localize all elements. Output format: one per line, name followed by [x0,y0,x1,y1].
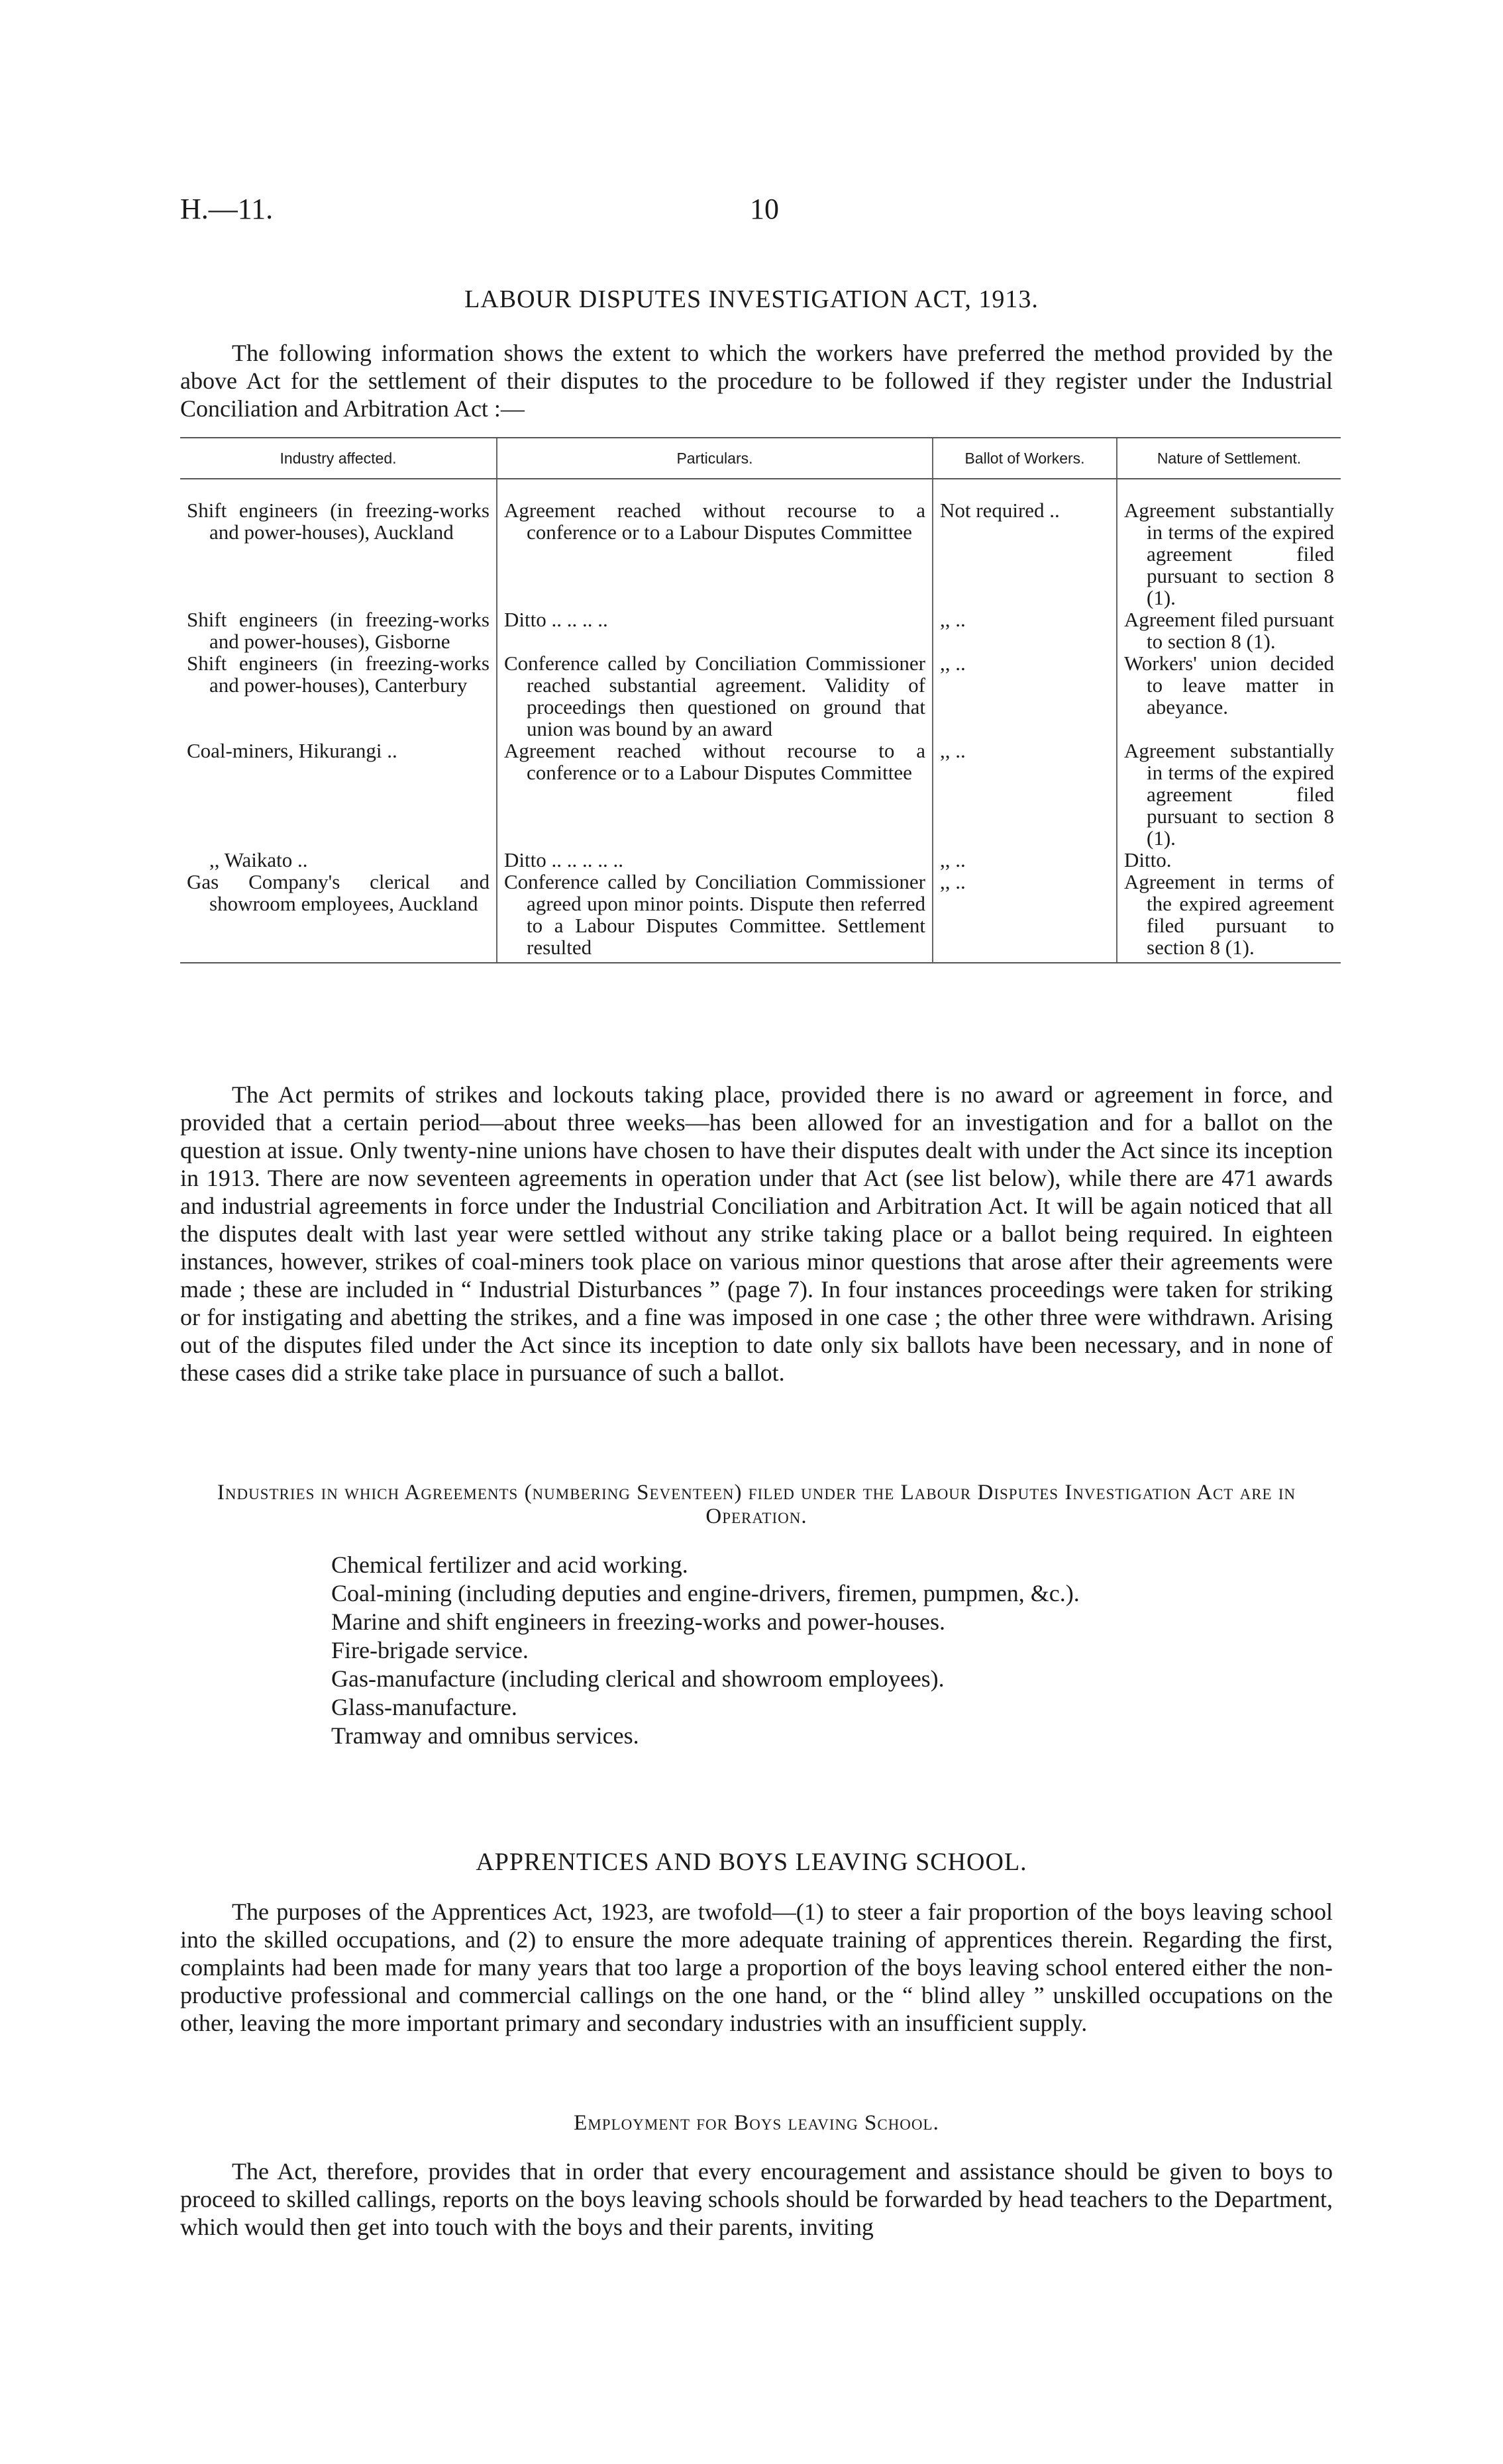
list-item: Tramway and omnibus services. [331,1722,639,1749]
table-row [180,849,1341,871]
table-header-row [180,438,1341,479]
cell-settlement: Ditto. [1124,848,1172,871]
cell-particulars: Agreement reached without recourse to a conference or to a Labour Disputes Committee [504,739,925,784]
cell-industry: Shift engineers (in freezing-works and power-houses), Canterbury [187,652,490,697]
industries-list [331,1551,1080,1750]
header-industry: Industry affected. [180,438,497,479]
employment-paragraph: The Act, therefore, provides that in order that every encouragement and assistance should be given to boys to proceed to skilled callings, reports on the boys leaving schools should be forwarded by head teachers to the Department, which would then get into touch with the boys and their parents, inviting [180,2158,1333,2240]
cell-ballot: ,, .. [940,652,966,675]
cell-settlement: Agreement in terms of the expired agreement filed pursuant to section 8 (1). [1124,870,1334,959]
cell-particulars: Conference called by Conciliation Commissioner reached substantial agreement. Validity of proceedings then questioned on ground that union was bound by an award [504,652,925,740]
table-row [180,871,1341,963]
intro-paragraph: The following information shows the extent to which the workers have preferred the method provided by the above Act for the settlement of their disputes to the procedure to be followed if they register under the Industrial Conciliation and Arbitration Act :— [180,340,1333,422]
table-row [180,652,1341,740]
page-number: 10 [750,193,779,225]
list-item: Fire-brigade service. [331,1637,529,1663]
disputes-table [180,437,1341,963]
cell-settlement: Agreement substantially in terms of the expired agreement filed pursuant to section 8 (1). [1124,499,1334,609]
employment-subheading: Employment for Boys leaving School. [574,2111,939,2135]
list-item: Coal-mining (including deputies and engine-drivers, firemen, pumpmen, &c.). [331,1580,1080,1606]
page-header [180,192,1323,232]
table-row [180,609,1341,652]
cell-ballot: ,, .. [940,870,966,893]
act-paragraph: The Act permits of strikes and lockouts taking place, provided there is no award or agreement in force, and provided that a certain period—about three weeks—has been allowed for an investigation and for a ballot on the question at issue. Only twenty-nine unions have chosen to have their disputes dealt with under the Act since its inception in 1913. There are now seventeen agreements in operation under that Act (see list below), while there are 471 awards and industrial agreements in force under the Industrial Conciliation and Arbitration Act. It will be again noticed that all the disputes dealt with last year were settled without any strike taking place or a ballot being required. In eighteen instances, however, strikes of coal-miners took place on various minor questions that arose after their agreements were made ; these are included in “ Industrial Disturbances ” (page 7). In four instances proceedings were taken for striking or for instigating and abetting the strikes, and a fine was imposed in one case ; the other three were withdrawn. Arising out of the disputes filed under the Act since its inception to date only six ballots have been necessary, and in none of these cases did a strike take place in pursuance of such a ballot. [180,1081,1333,1386]
list-item: Gas-manufacture (including clerical and showroom employees). [331,1665,945,1692]
section-title-labour-disputes: LABOUR DISPUTES INVESTIGATION ACT, 1913. [464,285,1039,313]
apprentices-paragraph: The purposes of the Apprentices Act, 1923, are twofold—(1) to steer a fair proportion of the boys leaving school into the skilled occupations, and (2) to ensure the more adequate training of apprentices therein. Regarding the first, complaints had been made for many years that too large a proportion of the boys leaving school entered either the non-productive professional and commercial callings on the one hand, or the “ blind alley ” unskilled occupations on the other, leaving the more important primary and secondary industries with an insufficient supply. [180,1898,1333,2036]
cell-settlement: Agreement substantially in terms of the expired agreement filed pursuant to section 8 (1). [1124,739,1334,850]
cell-particulars: Ditto .. .. .. .. [504,608,608,631]
table-row [180,479,1341,609]
cell-settlement: Workers' union decided to leave matter in abeyance. [1124,652,1334,718]
section-title-apprentices: APPRENTICES AND BOYS LEAVING SCHOOL. [476,1848,1027,1876]
header-settlement: Nature of Settlement. [1117,438,1341,479]
industries-heading: Industries in which Agreements (numbering Seventeen) filed under the Labour Disputes Investigation Act are in Operation. [217,1481,1296,1528]
cell-industry: Shift engineers (in freezing-works and power-houses), Auckland [187,499,490,544]
cell-ballot: Not required .. [940,499,1060,522]
table-row [180,740,1341,849]
cell-settlement: Agreement filed pursuant to section 8 (1). [1124,608,1334,653]
list-item: Glass-manufacture. [331,1694,517,1720]
cell-industry: Shift engineers (in freezing-works and power-houses), Gisborne [187,608,490,653]
cell-ballot: ,, .. [940,608,966,631]
cell-industry: ,, Waikato .. [209,848,308,871]
cell-industry: Gas Company's clerical and showroom employees, Auckland [187,870,490,915]
cell-ballot: ,, .. [940,739,966,762]
header-ballot: Ballot of Workers. [933,438,1117,479]
cell-particulars: Conference called by Conciliation Commissioner agreed upon minor points. Dispute then referred to a Labour Disputes Committee. Settlement resulted [504,870,925,959]
cell-ballot: ,, .. [940,848,966,871]
cell-particulars: Ditto .. .. .. .. .. [504,848,623,871]
cell-industry: Coal-miners, Hikurangi .. [187,739,397,762]
document-reference: H.—11. [180,193,274,225]
list-item: Chemical fertilizer and acid working. [331,1552,688,1578]
list-item: Marine and shift engineers in freezing-works and power-houses. [331,1608,945,1635]
cell-particulars: Agreement reached without recourse to a conference or to a Labour Disputes Committee [504,499,925,544]
header-particulars: Particulars. [497,438,933,479]
